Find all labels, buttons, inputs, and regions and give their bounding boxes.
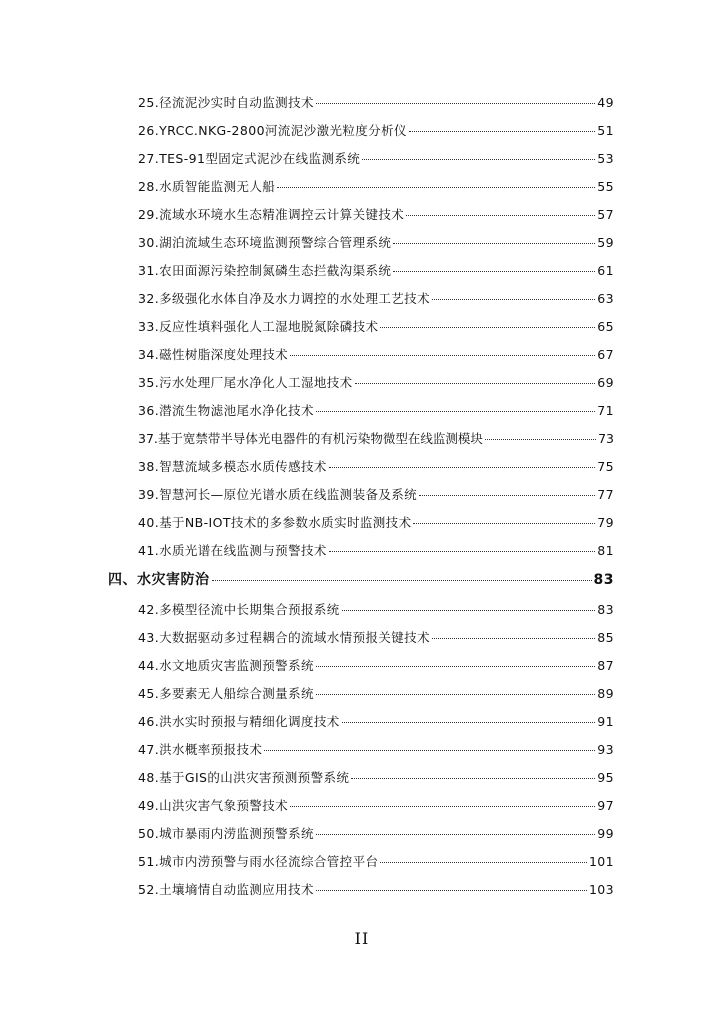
toc-entry[interactable]: [138, 514, 614, 532]
toc-entry-page: 55: [597, 179, 614, 194]
toc-entry-title: 28.水质智能监测无人船: [138, 179, 276, 194]
toc-entry-title: 36.潜流生物滤池尾水净化技术: [138, 403, 314, 418]
toc-entry[interactable]: [138, 797, 614, 815]
toc-entry-page: 87: [597, 658, 614, 673]
toc-entry[interactable]: [138, 542, 614, 560]
dot-leader: [409, 131, 595, 132]
toc-entry-title: 37.基于宽禁带半导体光电器件的有机污染物微型在线监测模块: [138, 431, 483, 446]
dot-leader: [316, 694, 595, 695]
dot-leader: [329, 467, 596, 468]
toc-entry-page: 63: [597, 291, 614, 306]
toc-entry-title: 33.反应性填料强化人工湿地脱氮除磷技术: [138, 319, 379, 334]
toc-entry-page: 69: [597, 375, 614, 390]
toc-entry-page: 49: [597, 95, 614, 110]
toc-entry-title: 47.洪水概率预报技术: [138, 742, 263, 757]
dot-leader: [290, 355, 595, 356]
toc-entry[interactable]: [138, 458, 614, 476]
toc-entry[interactable]: [138, 430, 614, 448]
toc-entry[interactable]: [138, 122, 614, 140]
toc-entry-page: 101: [588, 854, 614, 869]
toc-entry[interactable]: [138, 234, 614, 252]
dot-leader: [342, 610, 596, 611]
toc-entry[interactable]: [138, 486, 614, 504]
toc-entry[interactable]: [138, 881, 614, 899]
dot-leader: [380, 862, 587, 863]
dot-leader: [316, 834, 595, 835]
toc-entry-page: 91: [597, 714, 614, 729]
toc-entry-title: 52.土壤墒情自动监测应用技术: [138, 882, 314, 897]
dot-leader: [316, 411, 595, 412]
toc-entry[interactable]: [138, 346, 614, 364]
dot-leader: [485, 439, 596, 440]
toc-entry[interactable]: [138, 601, 614, 619]
toc-entry-title: 48.基于GIS的山洪灾害预测预警系统: [138, 770, 350, 785]
toc-entry[interactable]: [138, 206, 614, 224]
toc-entry-title: 34.磁性树脂深度处理技术: [138, 347, 289, 362]
toc-entry-page: 51: [597, 123, 614, 138]
toc-entry-page: 57: [597, 207, 614, 222]
toc-entry[interactable]: [138, 741, 614, 759]
toc-entry-title: 25.径流泥沙实时自动监测技术: [138, 95, 314, 110]
toc-entry-page: 97: [597, 798, 614, 813]
toc-entry[interactable]: [138, 318, 614, 336]
toc-entry-page: 53: [597, 151, 614, 166]
toc-entry-title: 31.农田面源污染控制氮磷生态拦截沟渠系统: [138, 263, 392, 278]
dot-leader: [380, 327, 595, 328]
dot-leader: [406, 215, 595, 216]
toc-entry-page: 93: [597, 742, 614, 757]
toc-entry-title: 45.多要素无人船综合测量系统: [138, 686, 314, 701]
toc-entry-page: 95: [597, 770, 614, 785]
toc-entry-page: 73: [598, 431, 614, 446]
dot-leader: [432, 638, 595, 639]
dot-leader: [212, 580, 592, 581]
toc-entry-page: 79: [597, 515, 614, 530]
toc-entry[interactable]: [138, 178, 614, 196]
toc-entry-page: 77: [597, 487, 614, 502]
toc-entry-title: 39.智慧河长—原位光谱水质在线监测装备及系统: [138, 487, 418, 502]
toc-entry[interactable]: [138, 657, 614, 675]
toc-entry-title: 26.YRCC.NKG-2800河流泥沙激光粒度分析仪: [138, 123, 407, 138]
toc-entry[interactable]: [138, 150, 614, 168]
dot-leader: [393, 271, 595, 272]
toc-entry-title: 41.水质光谱在线监测与预警技术: [138, 543, 327, 558]
dot-leader: [393, 243, 595, 244]
dot-leader: [342, 722, 596, 723]
toc-entry[interactable]: [138, 713, 614, 731]
toc-entry[interactable]: [138, 94, 614, 112]
toc-entry-page: 61: [597, 263, 614, 278]
toc-entry[interactable]: [138, 402, 614, 420]
dot-leader: [419, 495, 595, 496]
toc-entry-title: 43.大数据驱动多过程耦合的流域水情预报关键技术: [138, 630, 430, 645]
toc-entry-page: 85: [597, 630, 614, 645]
toc-entry-page: 83: [597, 602, 614, 617]
toc-entry-page: 75: [597, 459, 614, 474]
dot-leader: [355, 383, 596, 384]
toc-entry-page: 81: [597, 543, 614, 558]
toc-entry-title: 51.城市内涝预警与雨水径流综合管控平台: [138, 854, 379, 869]
toc-entry-page: 99: [597, 826, 614, 841]
toc-entry-page: 65: [597, 319, 614, 334]
toc-entry[interactable]: [138, 629, 614, 647]
dot-leader: [316, 890, 587, 891]
toc-entry-title: 49.山洪灾害气象预警技术: [138, 798, 289, 813]
dot-leader: [277, 187, 595, 188]
dot-leader: [264, 750, 595, 751]
toc-entry-title: 27.TES-91型固定式泥沙在线监测系统: [138, 151, 361, 166]
dot-leader: [362, 159, 595, 160]
dot-leader: [329, 551, 596, 552]
toc-entry-title: 38.智慧流域多模态水质传感技术: [138, 459, 327, 474]
toc-entry-title: 35.污水处理厂尾水净化人工湿地技术: [138, 375, 353, 390]
toc-entry-title: 30.湖泊流域生态环境监测预警综合管理系统: [138, 235, 392, 250]
dot-leader: [290, 806, 595, 807]
toc-entry-page: 67: [597, 347, 614, 362]
dot-leader: [316, 666, 595, 667]
dot-leader: [351, 778, 595, 779]
toc-entry-title: 32.多级强化水体自净及水力调控的水处理工艺技术: [138, 291, 430, 306]
toc-entry[interactable]: [138, 374, 614, 392]
toc-entry[interactable]: [138, 290, 614, 308]
toc-section-page: 83: [593, 572, 614, 588]
toc-section-title: 四、水灾害防治: [108, 572, 210, 588]
toc-entry[interactable]: [138, 262, 614, 280]
dot-leader: [316, 103, 595, 104]
toc-entry-title: 44.水文地质灾害监测预警系统: [138, 658, 314, 673]
toc-entry-title: 29.流域水环境水生态精准调控云计算关键技术: [138, 207, 405, 222]
toc-entry-page: 89: [597, 686, 614, 701]
toc-entry-title: 50.城市暴雨内涝监测预警系统: [138, 826, 314, 841]
toc-entry-page: 103: [588, 882, 614, 897]
toc-entry[interactable]: [138, 685, 614, 703]
toc-entry[interactable]: [138, 769, 614, 787]
toc-entry[interactable]: [138, 825, 614, 843]
toc-entry-title: 40.基于NB-IOT技术的多参数水质实时监测技术: [138, 515, 412, 530]
dot-leader: [432, 299, 595, 300]
toc-entry-page: 71: [597, 403, 614, 418]
toc-entry[interactable]: [138, 853, 614, 871]
toc-entry-title: 46.洪水实时预报与精细化调度技术: [138, 714, 340, 729]
page-number: II: [354, 929, 370, 948]
dot-leader: [413, 523, 595, 524]
toc-entry-page: 59: [597, 235, 614, 250]
toc-section-heading[interactable]: [108, 571, 614, 589]
toc-entry-title: 42.多模型径流中长期集合预报系统: [138, 602, 340, 617]
